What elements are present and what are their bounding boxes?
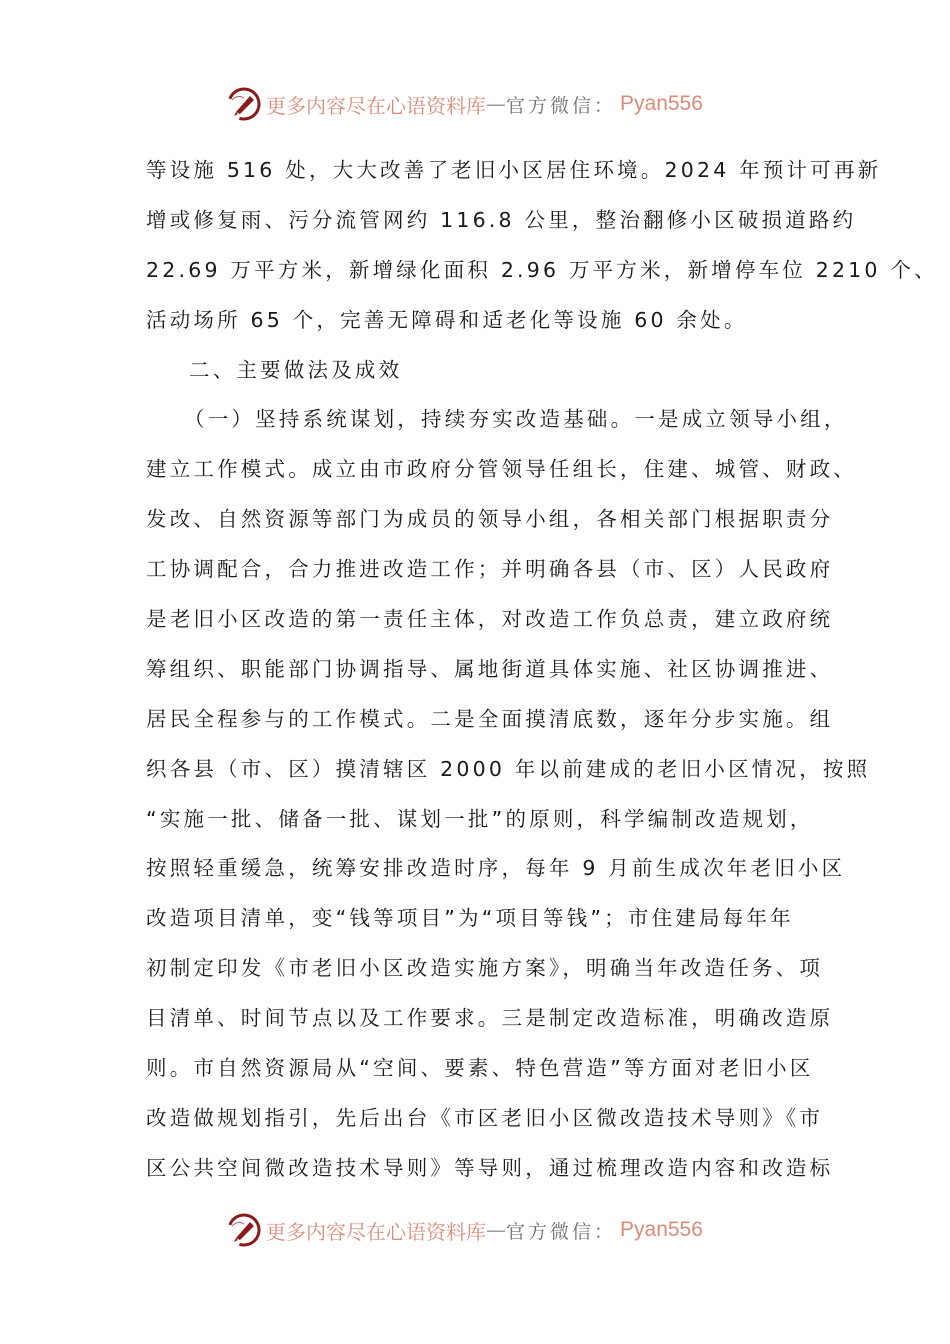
- paragraph-line: [146, 198, 857, 248]
- paragraph-line: [146, 447, 857, 497]
- section-heading: [146, 348, 826, 398]
- text-line-18: 目清单、时间节点以及工作要求。三是制定改造标准，明确改造原: [146, 1006, 834, 1031]
- paragraph-line: [146, 148, 882, 198]
- text-line-8: 发改、自然资源等部门为成员的领导小组，各相关部门根据职责分: [146, 507, 834, 532]
- text-line-19: 则。市自然资源局从“空间、要素、特色营造”等方面对老旧小区: [146, 1056, 814, 1081]
- text-line-9: 工协调配合，合力推进改造工作；并明确各县（市、区）人民政府: [146, 557, 834, 582]
- separator-dash: —: [486, 1218, 506, 1242]
- paragraph-line: [146, 597, 834, 647]
- promo-text: 更多内容尽在心语资料库: [266, 1219, 486, 1244]
- paragraph-line: [146, 697, 834, 747]
- text-line-7: 建立工作模式。成立由市政府分管领导任组长，住建、城管、财政、: [146, 457, 857, 482]
- quill-pen-logo-icon: [226, 86, 262, 122]
- paragraph-line: [146, 946, 826, 996]
- paragraph-line: [146, 647, 834, 697]
- text-line-6: （一）坚持系统谋划，持续夯实改造基础。一是成立领导小组，: [184, 407, 848, 432]
- paragraph-line: [146, 896, 826, 946]
- paragraph-line: [146, 298, 826, 348]
- text-line-21: 区公共空间微改造技术导则》等导则，通过梳理改造内容和改造标: [146, 1155, 834, 1180]
- text-line-3: 22.69 万平方米，新增绿化面积 2.96 万平方米，新增停车位 2210 个、: [146, 257, 938, 282]
- text-line-11: 筹组织、职能部门协调指导、属地街道具体实施、社区协调推进、: [146, 656, 834, 681]
- text-line-20: 改造做规划指引，先后出台《市区老旧小区微改造技术导则》《市: [146, 1105, 824, 1130]
- paragraph-line: [146, 1146, 834, 1196]
- paragraph-line: [146, 547, 834, 597]
- text-line-2: 增或修复雨、污分流管网约 116.8 公里，整治翻修小区破损道路约: [146, 207, 857, 232]
- text-line-15: 按照轻重缓急，统筹安排改造时序，每年 9 月前生成次年老旧小区: [146, 856, 846, 881]
- subsection-first-line: [146, 397, 848, 447]
- wechat-label: 官方微信：: [506, 94, 617, 117]
- separator-dash: —: [486, 92, 506, 116]
- section-heading-text: 二、主要做法及成效: [189, 357, 403, 382]
- quill-pen-logo-icon: [226, 1212, 262, 1248]
- paragraph-line: [146, 248, 938, 298]
- wechat-account: Pyan556: [620, 92, 703, 115]
- document-body: [146, 148, 938, 1196]
- text-line-17: 初制定印发《市老旧小区改造实施方案》，明确当年改造任务、项: [146, 956, 824, 981]
- promo-text: 更多内容尽在心语资料库: [266, 93, 486, 118]
- text-line-4: 活动场所 65 个，完善无障碍和适老化等设施 60 余处。: [146, 307, 748, 332]
- paragraph-line: [146, 846, 846, 896]
- text-line-13: 织各县（市、区）摸清辖区 2000 年以前建成的老旧小区情况，按照: [146, 756, 871, 781]
- text-line-1: 等设施 516 处，大大改善了老旧小区居住环境。2024 年预计可再新: [146, 158, 882, 182]
- paragraph-line: [146, 797, 826, 847]
- header-watermark-banner: [226, 84, 703, 124]
- text-line-10: 是老旧小区改造的第一责任主体，对改造工作负总责，建立政府统: [146, 607, 834, 632]
- paragraph-line: [146, 497, 834, 547]
- paragraph-line: [146, 996, 834, 1046]
- text-line-16: 改造项目清单，变“钱等项目”为“项目等钱”；市住建局每年年: [146, 906, 794, 931]
- wechat-label: 官方微信：: [506, 1220, 617, 1243]
- paragraph-line: [146, 1096, 826, 1146]
- paragraph-line: [146, 1046, 826, 1096]
- paragraph-line: [146, 747, 871, 797]
- text-line-14: “实施一批、储备一批、谋划一批”的原则，科学编制改造规划，: [146, 806, 814, 831]
- wechat-account: Pyan556: [620, 1218, 703, 1241]
- footer-watermark-banner: [226, 1210, 703, 1250]
- text-line-12: 居民全程参与的工作模式。二是全面摸清底数，逐年分步实施。组: [146, 706, 834, 731]
